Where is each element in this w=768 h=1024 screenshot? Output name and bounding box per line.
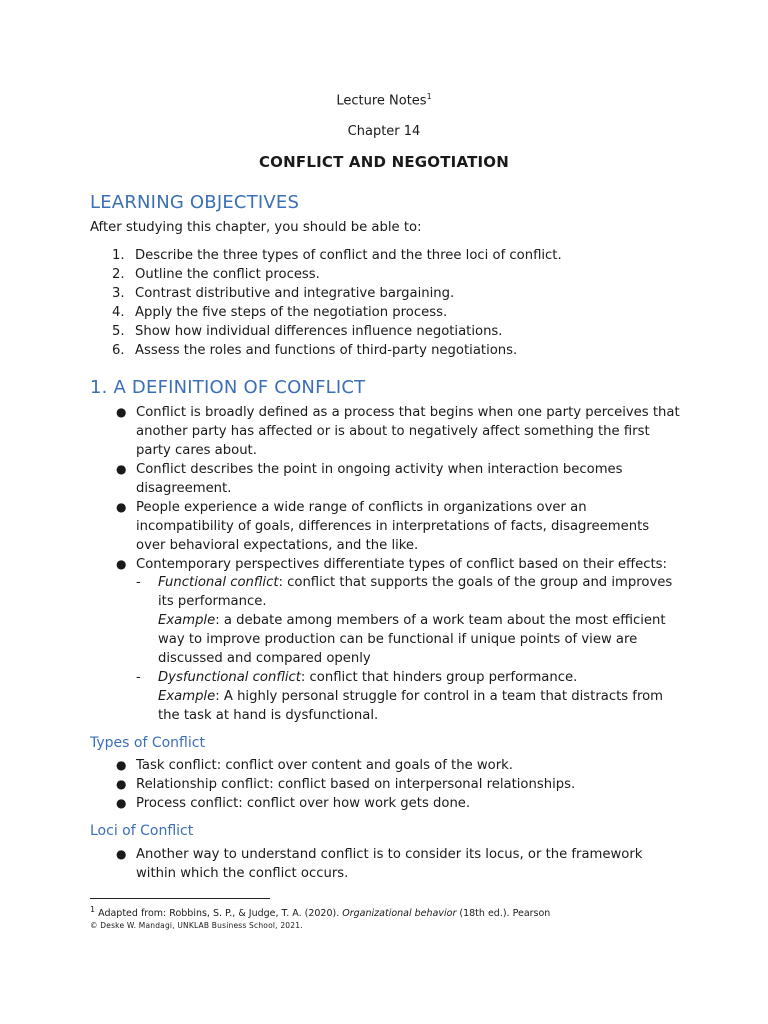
types-heading: Types of Conflict <box>90 735 205 751</box>
copyright-notice: © Deske W. Mandagi, UNKLAB Business School, 2021. <box>90 921 303 930</box>
objectives-intro: After studying this chapter, you should be able to: <box>90 220 422 235</box>
conflict-effects-sublist <box>136 573 686 725</box>
list-item: ● Task conflict: conflict over content and goals of the work. <box>116 758 513 773</box>
objective-item: 1. Describe the three types of conflict and the three loci of conflict. <box>112 248 562 263</box>
objective-item: 4. Apply the five steps of the negotiation process. <box>112 305 448 320</box>
section-1-heading: 1. A DEFINITION OF CONFLICT <box>90 377 366 398</box>
document-title: CONFLICT AND NEGOTIATION <box>258 153 510 171</box>
list-item: ● Process conflict: conflict over how work gets done. <box>116 796 471 811</box>
chapter-label: Chapter 14 <box>347 124 421 139</box>
list-item: ● Relationship conflict: conflict based on interpersonal relationships. <box>116 777 576 792</box>
objectives-list <box>112 246 692 360</box>
section-1-bullets <box>114 403 680 574</box>
loci-bullets <box>114 845 654 883</box>
lecture-notes-label: Lecture Notes$^1$ <box>336 92 432 109</box>
dysfunctional-conflict-item: - Dysfunctional conflict: conflict that hinders group performance. Example: A highly personal struggle for control in a team that distracts from the task at hand is dysfunctional. <box>136 670 663 723</box>
footnote-citation: $^1$ Adapted from: Robbins, S. P., & Judge, T. A. (2020). Organizational behavior (18th ed.). Pearson <box>90 905 551 920</box>
list-item: ● People experience a wide range of conflicts in organizations over an incompatibility of goals, differences in interpretations of facts, disagreements over behavioral expectations, and the like. <box>116 500 650 553</box>
footnote-divider <box>90 898 270 899</box>
objective-item: 5. Show how individual differences influence negotiations. <box>112 324 503 339</box>
footnote-marker: 1 <box>426 92 432 101</box>
list-item: ● Another way to understand conflict is to consider its locus, or the framework within which the conflict occurs. <box>116 847 643 881</box>
objective-item: 6. Assess the roles and functions of third-party negotiations. <box>112 343 518 358</box>
list-item: ● Conflict describes the point in ongoing activity when interaction becomes disagreement. <box>116 462 623 496</box>
objectives-heading: LEARNING OBJECTIVES <box>90 192 300 213</box>
list-item: ● Contemporary perspectives differentiate types of conflict based on their effects: <box>116 557 667 572</box>
objective-item: 3. Contrast distributive and integrative bargaining. <box>112 286 455 301</box>
objective-item: 2. Outline the conflict process. <box>112 267 320 282</box>
loci-heading: Loci of Conflict <box>90 823 194 839</box>
types-bullets <box>114 756 680 813</box>
functional-conflict-item: - Functional conflict: conflict that supports the goals of the group and improves its performance. Example: a debate among members of a work team about the most efficient way to improve production can be functional if unique points of view are discussed and compared openly <box>136 575 673 666</box>
list-item: ● Conflict is broadly defined as a process that begins when one party perceives that another party has affected or is about to negatively affect something the first party cares about. <box>116 405 680 458</box>
